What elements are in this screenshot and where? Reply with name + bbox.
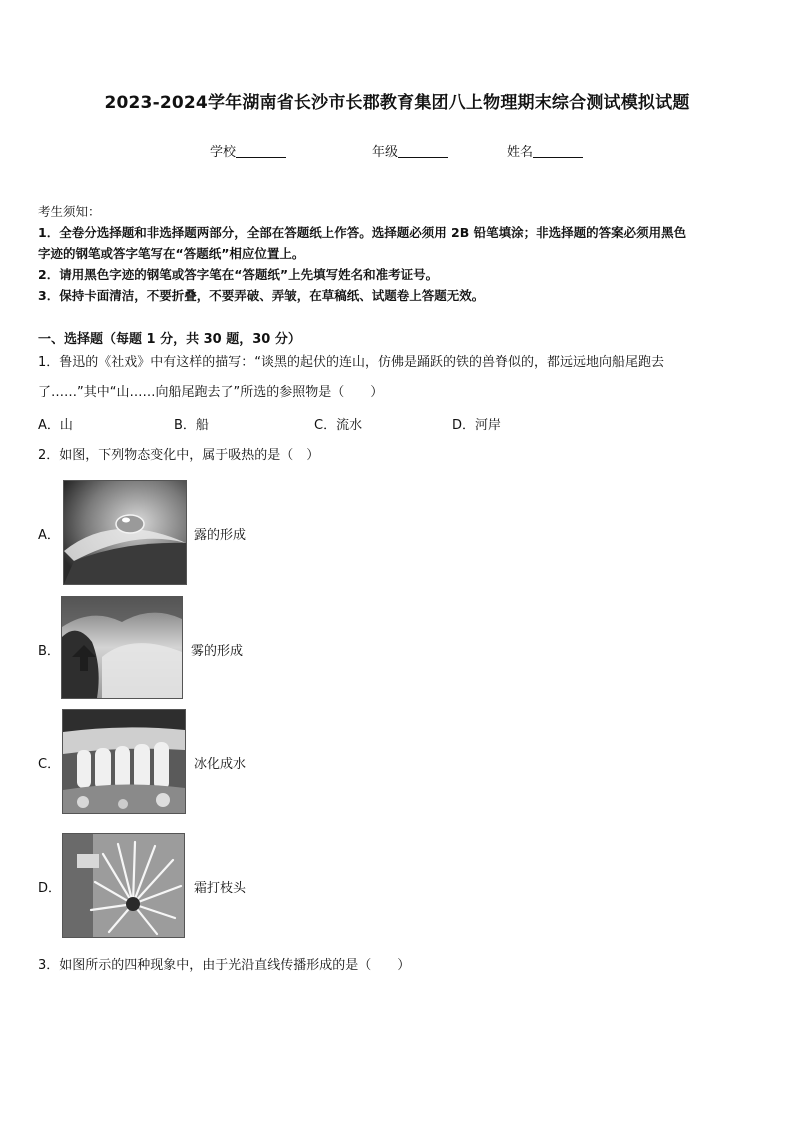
notice-item-1b: 字迹的钢笔或答字笔写在“答题纸”相应位置上。 [38,246,305,261]
frosted-plant-photo-icon [62,833,185,938]
notice-block [38,201,758,306]
dewdrop-on-leaf-photo-icon [63,480,187,585]
frozen-waterfall-photo-icon [62,709,186,814]
notice-head: 考生须知： [38,204,101,219]
name-blank [533,145,583,158]
q2-option-c-letter: C． [38,757,61,772]
question-1-line-1: 1．鲁迅的《社戏》中有这样的描写：“谈黑的起伏的连山，仿佛是踊跃的铁的兽脊似的，都远远地向船尾跑去 [38,355,665,370]
q2-option-d-caption: 霜打枝头 [194,881,247,896]
question-1-line-2: 了……”其中“山……向船尾跑去了”所选的参照物是（ ） [38,385,384,400]
grade-label: 年级 [372,145,399,160]
question-3-stem: 3．如图所示的四种现象中，由于光沿直线传播形成的是（ ） [38,958,411,973]
school-blank [236,145,286,158]
notice-item-1a: 1．全卷分选择题和非选择题两部分，全部在答题纸上作答。选择题必须用 2B 铅笔填涂；非选择题的答案必须用黑色 [38,225,687,240]
name-field [507,141,583,160]
notice-item-2: 2．请用黑色字迹的钢笔或答字笔在“答题纸”上先填写姓名和准考证号。 [38,267,439,282]
page-title: 2023-2024学年湖南省长沙市长郡教育集团八上物理期末综合测试模拟试题 [104,93,690,113]
q2-option-a-letter: A． [38,528,60,543]
grade-field [372,141,448,160]
name-label: 姓名 [507,145,534,160]
section-title: 一、选择题（每题 1 分，共 30 题，30 分） [38,332,301,347]
school-field [210,141,286,160]
school-label: 学校 [210,145,237,160]
question-2-stem: 2．如图，下列物态变化中，属于吸热的是（ ） [38,448,320,463]
foggy-mountain-photo-icon [61,596,183,699]
q1-option-a: A．山 [38,418,73,433]
q2-option-b-caption: 雾的形成 [191,644,244,659]
q1-option-c: C．流水 [314,418,363,433]
q2-option-a-caption: 露的形成 [194,528,247,543]
notice-item-3: 3．保持卡面清洁，不要折叠，不要弄破、弄皱，在草稿纸、试题卷上答题无效。 [38,288,485,303]
q2-option-b-letter: B． [38,644,60,659]
q1-option-d: D．河岸 [452,418,502,433]
q1-option-b: B．船 [174,418,209,433]
q2-option-c-caption: 冰化成水 [194,757,247,772]
q2-option-d-letter: D． [38,881,62,896]
grade-blank [398,145,448,158]
